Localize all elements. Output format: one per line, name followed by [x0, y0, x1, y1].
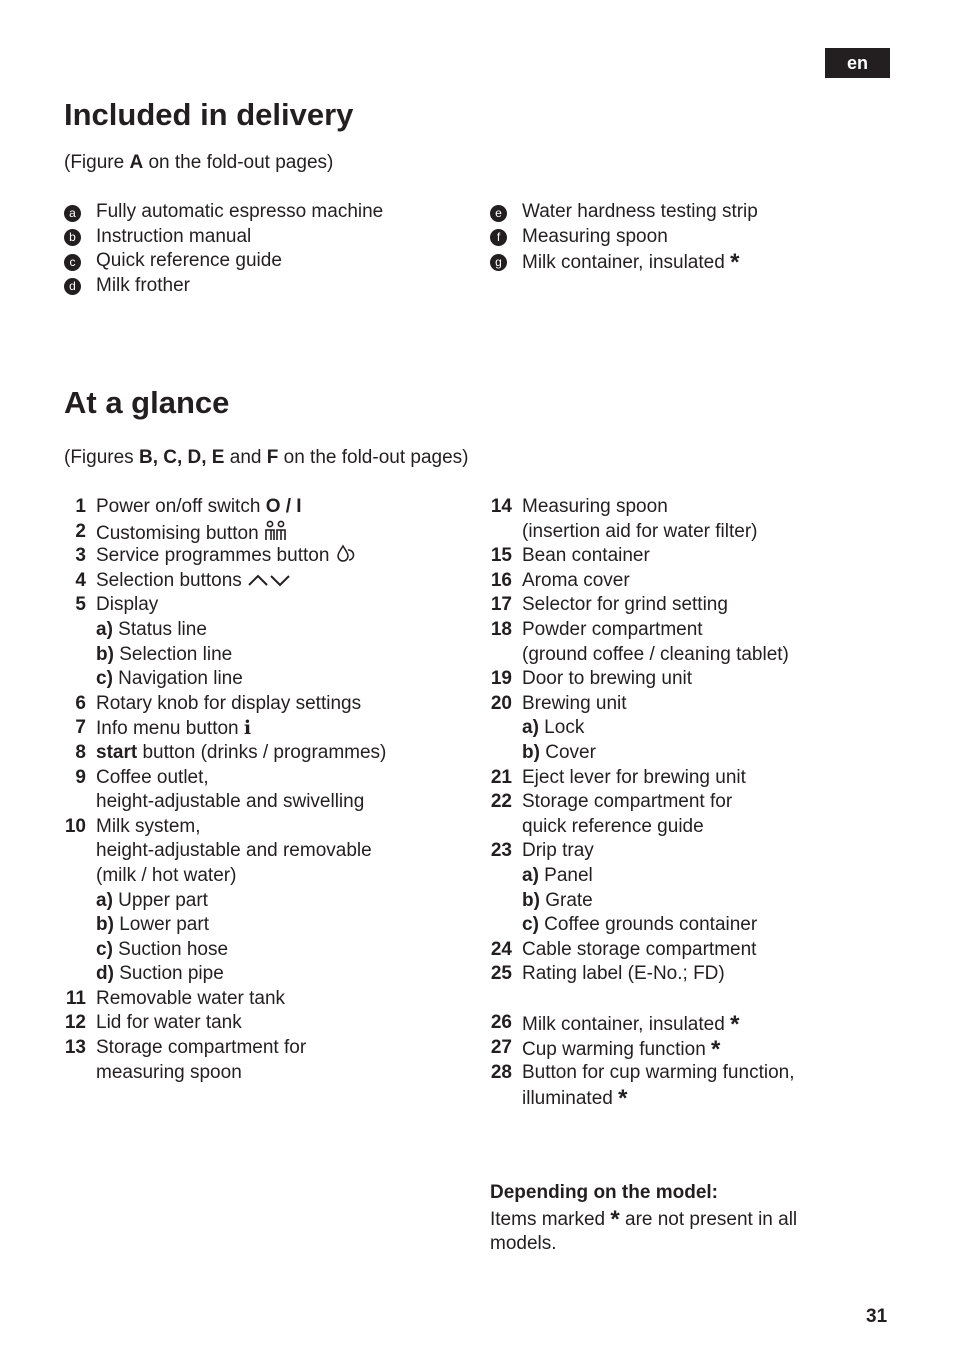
list-subitem: a) Upper part — [96, 889, 208, 911]
list-item: 16 Aroma cover — [490, 569, 630, 591]
list-item: 7 Info menu button i — [75, 717, 252, 740]
list-item: 8 start button (drinks / programmes) — [75, 741, 387, 763]
list-item: 11 Removable water tank — [65, 987, 286, 1009]
list-subitem: c) Coffee grounds container — [522, 914, 758, 936]
info-icon: i — [243, 717, 252, 740]
list-item-continuation: (milk / hot water) — [96, 864, 237, 886]
list-item: g Milk container, insulated * — [490, 249, 890, 274]
list-item: 6 Rotary knob for display settings — [75, 692, 362, 714]
list-subitem: b) Selection line — [96, 643, 233, 665]
list-item: 10 Milk system, — [64, 815, 201, 837]
list-subitem: b) Lower part — [96, 914, 209, 936]
delivery-list-right — [490, 200, 890, 277]
delivery-list-left — [64, 200, 464, 298]
list-item-continuation: quick reference guide — [522, 815, 704, 837]
list-item: 1 Power on/off switch O / I — [75, 496, 302, 517]
bullet-badge: b — [64, 229, 81, 246]
language-tab: en — [825, 48, 890, 78]
service-drop-icon — [335, 544, 355, 564]
list-item: 27 Cup warming function * — [490, 1036, 721, 1064]
list-item: 25 Rating label (E-No.; FD) — [490, 963, 725, 985]
list-item: 14 Measuring spoon — [490, 496, 668, 517]
note-title: Depending on the model: — [490, 1182, 718, 1203]
list-subitem: a) Status line — [96, 618, 207, 640]
list-item: 4 Selection buttons — [64, 569, 474, 594]
list-item: 9 Coffee outlet, — [75, 766, 209, 788]
chevron-down-icon — [269, 571, 291, 589]
list-item: 17 Selector for grind setting — [490, 594, 728, 616]
bullet-badge: a — [64, 205, 81, 222]
list-subitem: b) Cover — [522, 741, 596, 763]
power-switch-icon: O / I — [265, 496, 302, 517]
list-item: 20 Brewing unit — [490, 692, 627, 714]
list-item: 15 Bean container — [490, 545, 650, 567]
list-item: 12 Lid for water tank — [64, 1012, 242, 1034]
list-item: 23 Drip tray — [490, 840, 594, 862]
list-item-continuation: height-adjustable and swivelling — [96, 791, 365, 813]
list-gap — [490, 987, 890, 1012]
list-subitem: b) Grate — [522, 889, 593, 911]
bullet-badge: g — [490, 254, 507, 271]
glance-list-right — [490, 495, 890, 1113]
list-item: e Water hardness testing strip — [490, 200, 890, 225]
asterisk-icon: * — [730, 1011, 740, 1039]
bullet-badge: d — [64, 278, 81, 295]
asterisk-icon: * — [711, 1036, 721, 1064]
section-title-included: Included in delivery — [64, 97, 354, 132]
list-item: 2 Customising button — [64, 520, 474, 545]
list-item: 21 Eject lever for brewing unit — [490, 766, 746, 788]
list-item: c Quick reference guide — [64, 249, 464, 274]
note-text: Items marked * are not present in all models. — [490, 1205, 798, 1255]
section-subtitle-at-a-glance: (Figures B, C, D, E and F on the fold-out pages) — [64, 447, 469, 468]
list-item: 5 Display — [75, 594, 159, 616]
asterisk-icon: * — [610, 1205, 620, 1233]
customising-icon — [264, 520, 288, 542]
list-item: 13 Storage compartment for — [64, 1037, 307, 1059]
list-subitem: c) Suction hose — [96, 938, 229, 960]
list-item: f Measuring spoon — [490, 225, 890, 250]
list-item: 22 Storage compartment for — [490, 791, 733, 813]
list-item: d Milk frother — [64, 274, 464, 299]
list-item-continuation: height-adjustable and removable — [96, 840, 372, 862]
list-item: a Fully automatic espresso machine — [64, 200, 464, 225]
list-subitem: a) Lock — [522, 717, 585, 739]
list-item-continuation: (ground coffee / cleaning tablet) — [522, 643, 789, 665]
asterisk-icon: * — [618, 1085, 628, 1113]
list-item: 3 Service programmes button — [64, 544, 474, 569]
bullet-badge: e — [490, 205, 507, 222]
chevron-up-icon — [247, 571, 269, 589]
list-item: 28 Button for cup warming function, — [490, 1061, 795, 1083]
section-subtitle-included: (Figure A on the fold-out pages) — [64, 152, 334, 173]
list-item: b Instruction manual — [64, 225, 464, 250]
list-item: 18 Powder compartment — [490, 618, 703, 640]
list-subitem: c) Navigation line — [96, 668, 243, 690]
list-item-continuation: measuring spoon — [96, 1061, 242, 1083]
bullet-badge: c — [64, 254, 81, 271]
bullet-badge: f — [490, 229, 507, 246]
list-subitem: d) Suction pipe — [96, 963, 224, 985]
glance-list-left — [64, 495, 474, 1085]
list-item: 26 Milk container, insulated * — [490, 1011, 740, 1039]
list-subitem: a) Panel — [522, 864, 593, 886]
list-item: 24 Cable storage compartment — [490, 938, 757, 960]
page-number: 31 — [866, 1306, 888, 1327]
list-item: 19 Door to brewing unit — [490, 668, 693, 690]
asterisk-icon: * — [730, 249, 740, 277]
model-note — [490, 1181, 850, 1257]
section-title-at-a-glance: At a glance — [64, 385, 230, 420]
list-item-continuation: illuminated * — [522, 1085, 628, 1113]
list-item-continuation: (insertion aid for water filter) — [522, 520, 758, 542]
